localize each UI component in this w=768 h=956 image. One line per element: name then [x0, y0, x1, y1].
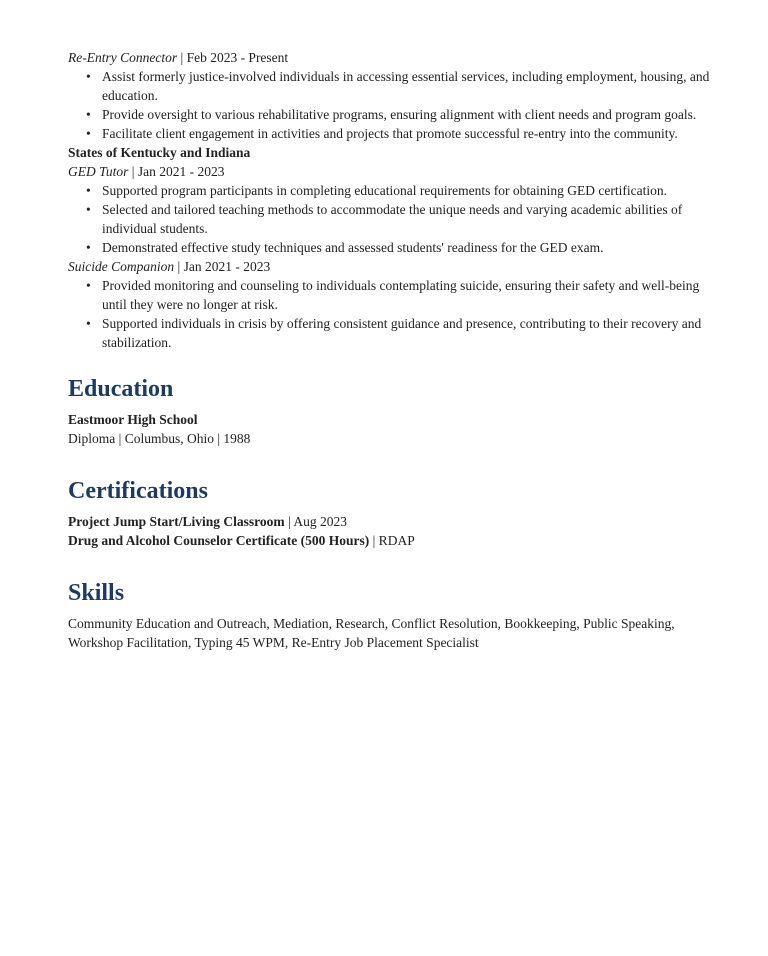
- certification-item: [68, 531, 716, 550]
- organization-name: States of Kentucky and Indiana: [68, 145, 251, 160]
- education-section: [68, 374, 716, 448]
- bullet-list: [68, 67, 716, 143]
- skills-text: Community Education and Outreach, Mediation, Research, Conflict Resolution, Bookkeeping, Public Speaking, Workshop Facilitation, Typing 45 WPM, Re-Entry Job Placement Specialist: [68, 616, 675, 650]
- list-item: • Supported program participants in completing educational requirements for obtaining GED certification.: [102, 181, 716, 200]
- role-dates: Jan 2021 - 2023: [137, 164, 225, 179]
- list-item: • Demonstrated effective study techniques and assessed students' readiness for the GED exam.: [102, 238, 716, 257]
- experience-entry-ged-tutor: [68, 162, 716, 257]
- section-heading: Education: [68, 376, 174, 402]
- role-dates: Jan 2021 - 2023: [183, 259, 271, 274]
- certification-item: [68, 512, 716, 531]
- role-title: GED Tutor: [68, 164, 129, 179]
- role-title: Re-Entry Connector: [68, 50, 178, 65]
- list-item: • Facilitate client engagement in activities and projects that promote successful re-entry into the community.: [102, 124, 716, 143]
- bullet-list: [68, 276, 716, 352]
- role-title: Suicide Companion: [68, 259, 175, 274]
- role-line: Suicide Companion | Jan 2021 - 2023: [68, 259, 271, 274]
- role-line: Re-Entry Connector | Feb 2023 - Present: [68, 50, 289, 65]
- role-dates: Feb 2023 - Present: [186, 50, 289, 65]
- list-item: • Provide oversight to various rehabilitative programs, ensuring alignment with client needs and program goals.: [102, 105, 716, 124]
- section-heading: Certifications: [68, 478, 208, 504]
- role-line: GED Tutor | Jan 2021 - 2023: [68, 164, 225, 179]
- section-heading: Skills: [68, 580, 125, 606]
- school-name: Eastmoor High School: [68, 412, 198, 427]
- list-item: • Selected and tailored teaching methods to accommodate the unique needs and varying academic abilities of individual students.: [102, 200, 716, 238]
- certifications-section: [68, 476, 716, 550]
- list-item: • Supported individuals in crisis by offering consistent guidance and presence, contributing to their recovery and stabilization.: [102, 314, 716, 352]
- certification-detail: | Aug 2023: [288, 514, 347, 529]
- skills-section: [68, 578, 716, 652]
- certification-name: Project Jump Start/Living Classroom: [68, 514, 285, 529]
- certification-name: Drug and Alcohol Counselor Certificate (500 Hours): [68, 533, 370, 548]
- bullet-list: [68, 181, 716, 257]
- list-item: • Provided monitoring and counseling to individuals contemplating suicide, ensuring their safety and well-being until they were no longer at risk.: [102, 276, 716, 314]
- list-item: • Assist formerly justice-involved individuals in accessing essential services, including employment, housing, and education.: [102, 67, 716, 105]
- experience-entry-reentry: [68, 48, 716, 143]
- experience-entry-suicide-companion: [68, 257, 716, 352]
- education-details: Diploma | Columbus, Ohio | 1988: [68, 431, 251, 446]
- certification-detail: | RDAP: [372, 533, 415, 548]
